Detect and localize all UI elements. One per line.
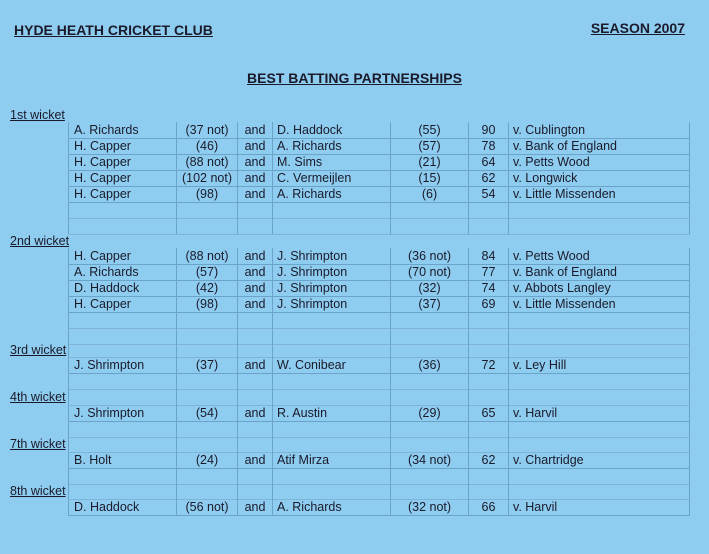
total-cell: 84 [468,248,508,264]
score2-cell: (15) [390,170,468,186]
blank-cell [68,218,176,234]
blank-cell [508,373,690,389]
total-cell: 78 [468,138,508,154]
blank-cell [272,389,390,405]
player2-cell: M. Sims [272,154,390,170]
blank-cell [272,468,390,484]
score1-cell: (57) [176,264,237,280]
player1-cell: D. Haddock [68,499,176,515]
total-cell: 66 [468,499,508,515]
player2-cell: D. Haddock [272,122,390,138]
blank-row [68,436,690,453]
score1-cell: (37) [176,357,237,373]
blank-cell [508,436,690,452]
blank-cell [390,389,468,405]
blank-cell [390,312,468,328]
blank-cell [237,468,272,484]
blank-cell [508,468,690,484]
score2-cell: (55) [390,122,468,138]
score2-cell: (34 not) [390,452,468,468]
blank-cell [237,483,272,499]
wicket-label: 3rd wicket [10,343,67,357]
player2-cell: A. Richards [272,499,390,515]
blank-cell [468,341,508,357]
opponent-cell: v. Abbots Langley [508,280,690,296]
player2-cell: J. Shrimpton [272,296,390,312]
wicket-label: 1st wicket [10,108,65,122]
blank-cell [272,202,390,218]
score1-cell: (98) [176,296,237,312]
blank-cell [176,389,237,405]
blank-cell [176,341,237,357]
blank-cell [176,468,237,484]
total-cell: 69 [468,296,508,312]
and-cell: and [237,248,272,264]
score2-cell: (36) [390,357,468,373]
and-cell: and [237,138,272,154]
player2-cell: J. Shrimpton [272,248,390,264]
blank-cell [68,421,176,437]
opponent-cell: v. Little Missenden [508,296,690,312]
score1-cell: (98) [176,186,237,202]
player2-cell: Atif Mirza [272,452,390,468]
and-cell: and [237,357,272,373]
score1-cell: (54) [176,405,237,421]
player1-cell: A. Richards [68,264,176,280]
total-cell: 65 [468,405,508,421]
total-cell: 54 [468,186,508,202]
total-cell: 62 [468,170,508,186]
blank-cell [237,373,272,389]
player1-cell: H. Capper [68,248,176,264]
blank-cell [176,421,237,437]
blank-cell [390,436,468,452]
player1-cell: H. Capper [68,170,176,186]
blank-cell [237,421,272,437]
and-cell: and [237,280,272,296]
score1-cell: (37 not) [176,122,237,138]
blank-row [68,341,690,358]
page-title: BEST BATTING PARTNERSHIPS [247,70,462,86]
club-title: HYDE HEATH CRICKET CLUB [14,22,213,38]
player1-cell: B. Holt [68,452,176,468]
opponent-cell: v. Longwick [508,170,690,186]
blank-cell [68,436,176,452]
blank-cell [176,373,237,389]
opponent-cell: v. Petts Wood [508,248,690,264]
score1-cell: (88 not) [176,248,237,264]
blank-cell [272,341,390,357]
blank-cell [68,312,176,328]
blank-cell [508,218,690,234]
total-cell: 64 [468,154,508,170]
total-cell: 74 [468,280,508,296]
and-cell: and [237,264,272,280]
blank-cell [68,341,176,357]
and-cell: and [237,296,272,312]
player2-cell: R. Austin [272,405,390,421]
blank-cell [390,341,468,357]
player2-cell: C. Vermeijlen [272,170,390,186]
blank-cell [176,218,237,234]
total-cell: 62 [468,452,508,468]
blank-cell [272,483,390,499]
score1-cell: (56 not) [176,499,237,515]
blank-cell [508,483,690,499]
wicket-label: 2nd wicket [10,234,70,248]
score1-cell: (42) [176,280,237,296]
player2-cell: J. Shrimpton [272,280,390,296]
score2-cell: (32 not) [390,499,468,515]
blank-cell [508,312,690,328]
blank-cell [468,312,508,328]
opponent-cell: v. Chartridge [508,452,690,468]
blank-cell [468,468,508,484]
and-cell: and [237,499,272,515]
blank-cell [272,421,390,437]
opponent-cell: v. Bank of England [508,138,690,154]
blank-cell [237,218,272,234]
partnership-row [68,405,690,422]
blank-row [68,312,690,329]
blank-cell [390,468,468,484]
partnership-row [68,280,690,297]
blank-cell [468,218,508,234]
partnership-row [68,357,690,374]
player1-cell: H. Capper [68,154,176,170]
wicket-label: 4th wicket [10,390,66,404]
player1-cell: A. Richards [68,122,176,138]
player2-cell: W. Conibear [272,357,390,373]
blank-cell [68,483,176,499]
partnership-row [68,186,690,203]
blank-cell [237,436,272,452]
wicket-label: 8th wicket [10,484,66,498]
blank-cell [272,312,390,328]
partnership-row [68,138,690,155]
blank-cell [176,436,237,452]
blank-cell [390,218,468,234]
blank-cell [68,202,176,218]
opponent-cell: v. Harvil [508,405,690,421]
opponent-cell: v. Bank of England [508,264,690,280]
partnership-row [68,170,690,187]
blank-cell [508,202,690,218]
player1-cell: J. Shrimpton [68,405,176,421]
score2-cell: (57) [390,138,468,154]
blank-cell [68,373,176,389]
blank-cell [237,202,272,218]
blank-row [68,483,690,500]
blank-cell [176,483,237,499]
partnership-row [68,122,690,139]
opponent-cell: v. Cublington [508,122,690,138]
player2-cell: A. Richards [272,186,390,202]
blank-cell [272,436,390,452]
blank-cell [508,389,690,405]
blank-cell [390,483,468,499]
and-cell: and [237,170,272,186]
blank-cell [390,373,468,389]
score1-cell: (46) [176,138,237,154]
and-cell: and [237,186,272,202]
blank-row [68,389,690,406]
blank-cell [468,436,508,452]
blank-cell [176,312,237,328]
opponent-cell: v. Harvil [508,499,690,515]
blank-row [68,373,690,390]
opponent-cell: v. Ley Hill [508,357,690,373]
blank-cell [468,421,508,437]
score2-cell: (37) [390,296,468,312]
partnership-row [68,248,690,265]
and-cell: and [237,122,272,138]
player2-cell: J. Shrimpton [272,264,390,280]
score1-cell: (88 not) [176,154,237,170]
and-cell: and [237,154,272,170]
blank-cell [468,483,508,499]
partnership-row [68,154,690,171]
score2-cell: (6) [390,186,468,202]
blank-cell [468,373,508,389]
blank-cell [468,389,508,405]
blank-cell [390,421,468,437]
blank-cell [272,218,390,234]
blank-row [68,202,690,219]
partnership-row [68,296,690,313]
blank-cell [390,202,468,218]
blank-row [68,218,690,235]
player1-cell: H. Capper [68,296,176,312]
score2-cell: (21) [390,154,468,170]
blank-cell [468,202,508,218]
total-cell: 90 [468,122,508,138]
player1-cell: J. Shrimpton [68,357,176,373]
score2-cell: (36 not) [390,248,468,264]
player2-cell: A. Richards [272,138,390,154]
blank-cell [237,341,272,357]
player1-cell: H. Capper [68,138,176,154]
partnership-row [68,264,690,281]
total-cell: 77 [468,264,508,280]
wicket-label: 7th wicket [10,437,66,451]
blank-cell [237,389,272,405]
score2-cell: (70 not) [390,264,468,280]
partnership-row [68,452,690,469]
blank-cell [176,202,237,218]
partnership-row [68,499,690,516]
season-title: SEASON 2007 [590,20,685,36]
score1-cell: (102 not) [176,170,237,186]
blank-cell [508,421,690,437]
score1-cell: (24) [176,452,237,468]
and-cell: and [237,452,272,468]
blank-cell [68,468,176,484]
score2-cell: (32) [390,280,468,296]
and-cell: and [237,405,272,421]
player1-cell: D. Haddock [68,280,176,296]
blank-cell [272,373,390,389]
player1-cell: H. Capper [68,186,176,202]
total-cell: 72 [468,357,508,373]
opponent-cell: v. Little Missenden [508,186,690,202]
blank-cell [237,312,272,328]
opponent-cell: v. Petts Wood [508,154,690,170]
score2-cell: (29) [390,405,468,421]
blank-cell [508,341,690,357]
blank-cell [68,389,176,405]
